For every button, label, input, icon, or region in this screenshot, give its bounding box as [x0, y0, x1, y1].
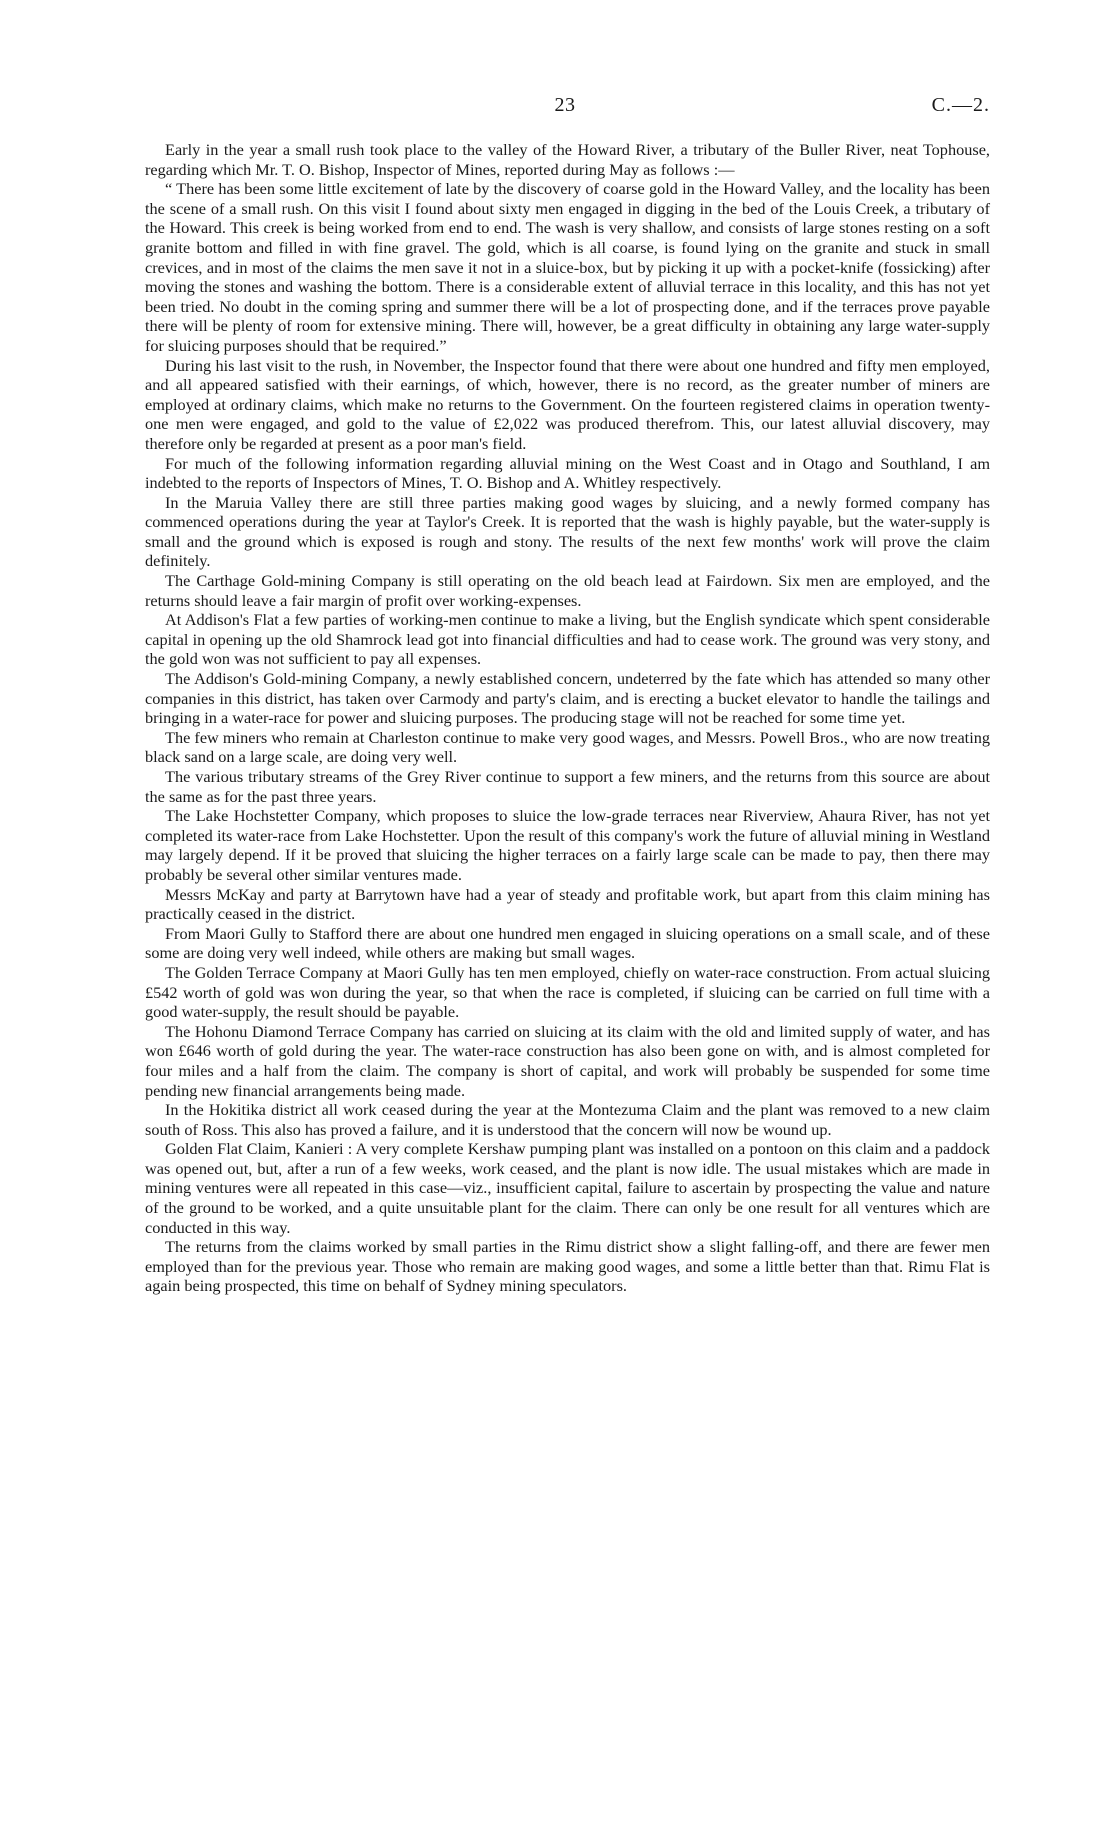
body-text: [145, 140, 990, 1296]
paragraph: In the Hokitika district all work ceased during the year at the Montezuma Claim and the plant was removed to a new claim south of Ross. This also has proved a failure, and it is understood that the concern will now be wound up.: [145, 1100, 990, 1139]
paragraph: The Golden Terrace Company at Maori Gully has ten men employed, chiefly on water-race construction. From actual sluicing £542 worth of gold was won during the year, so that when the race is completed, if sluicing can be carried on full time with a good water-supply, the result should be payable.: [145, 962, 990, 1022]
paragraph: The Carthage Gold-mining Company is still operating on the old beach lead at Fairdown. Six men are employed, and the returns should leave a fair margin of profit over working-expenses.: [145, 571, 990, 610]
paragraph: Early in the year a small rush took place to the valley of the Howard River, a tributary of the Buller River, neat Tophouse, regarding which Mr. T. O. Bishop, Inspector of Mines, reported during May as follows :—: [145, 140, 990, 179]
paragraph: The various tributary streams of the Grey River continue to support a few miners, and the returns from this source are about the same as for the past three years.: [145, 767, 990, 806]
paragraph: From Maori Gully to Stafford there are about one hundred men engaged in sluicing operations on a small scale, and of these some are doing very well indeed, while others are making but small wages.: [145, 923, 990, 963]
page-number: 23: [554, 94, 576, 116]
paragraph: The Lake Hochstetter Company, which proposes to sluice the low-grade terraces near Riverview, Ahaura River, has not yet completed its water-race from Lake Hochstetter. Upon the result of this company's work the future of alluvial mining in Westland may largely depend. If it be proved that sluicing the higher terraces on a fairly large scale can be made to pay, then there may probably be several other similar ventures made.: [145, 806, 990, 884]
paragraph: At Addison's Flat a few parties of working-men continue to make a living, but the English syndicate which spent considerable capital in opening up the old Shamrock lead got into financial difficulties and had to cease work. The ground was very stony, and the gold won was not sufficient to pay all expenses.: [145, 610, 990, 669]
paragraph: “ There has been some little excitement of late by the discovery of coarse gold in the Howard Valley, and the locality has been the scene of a small rush. On this visit I found about sixty men engaged in digging in the bed of the Louis Creek, a tributary of the Howard. This creek is being worked from end to end. The wash is very shallow, and consists of large stones resting on a soft granite bottom and filled in with fine gravel. The gold, which is all coarse, is found lying on the granite and stuck in small crevices, and in most of the claims the men save it not in a sluice-box, but by picking it up with a pocket-knife (fossicking) after moving the stones and washing the bottom. There is a considerable extent of alluvial terrace in this locality, and this has not yet been tried. No doubt in the coming spring and summer there will be a lot of prospecting done, and if the terraces prove payable there will be plenty of room for extensive mining. There will, however, be a great difficulty in obtaining any large water-supply for sluicing purposes should that be required.”: [145, 179, 990, 355]
paragraph: For much of the following information regarding alluvial mining on the West Coast and in Otago and Southland, I am indebted to the reports of Inspectors of Mines, T. O. Bishop and A. Whitley respectively.: [145, 453, 990, 493]
paragraph: In the Maruia Valley there are still three parties making good wages by sluicing, and a newly formed company has commenced operations during the year at Taylor's Creek. It is reported that the wash is highly payable, but the water-supply is small and the ground which is exposed is rough and stony. The results of the next few months' work will prove the claim definitely.: [145, 492, 990, 571]
paragraph: The Hohonu Diamond Terrace Company has carried on sluicing at its claim with the old and limited supply of water, and has won £646 worth of gold during the year. The water-race construction has also been gone on with, and is almost completed for four miles and a half from the claim. The company is short of capital, and work will probably be suspended for some time pending new financial arrangements being made.: [145, 1021, 990, 1100]
paragraph: During his last visit to the rush, in November, the Inspector found that there were about one hundred and fifty men employed, and all appeared satisfied with their earnings, of which, however, there is no record, as the greater number of miners are employed at ordinary claims, which make no returns to the Government. On the fourteen registered claims in operation twenty-one men were engaged, and gold to the value of £2,022 was produced therefrom. This, our latest alluvial discovery, may therefore only be regarded at present as a poor man's field.: [145, 355, 990, 453]
page-header: [140, 94, 990, 122]
paragraph: Messrs McKay and party at Barrytown have had a year of steady and profitable work, but apart from this claim mining has practically ceased in the district.: [145, 884, 990, 924]
paragraph: Golden Flat Claim, Kanieri : A very complete Kershaw pumping plant was installed on a pontoon on this claim and a paddock was opened out, but, after a run of a few weeks, work ceased, and the plant is now idle. The usual mistakes which are made in mining ventures were all repeated in this case—viz., insufficient capital, failure to ascertain by prospecting the value and nature of the ground to be worked, and a quite unsuitable plant for the claim. There can only be one result for all ventures which are conducted in this way.: [145, 1139, 990, 1237]
document-reference: C.—2.: [931, 94, 990, 116]
paragraph: The few miners who remain at Charleston continue to make very good wages, and Messrs. Powell Bros., who are now treating black sand on a large scale, are doing very well.: [145, 727, 990, 767]
paragraph: The Addison's Gold-mining Company, a newly established concern, undeterred by the fate which has attended so many other companies in this district, has taken over Carmody and party's claim, and is erecting a bucket elevator to handle the tailings and bringing in a water-race for power and sluicing purposes. The producing stage will not be reached for some time yet.: [145, 669, 990, 728]
paragraph: The returns from the claims worked by small parties in the Rimu district show a slight falling-off, and there are fewer men employed than for the previous year. Those who remain are making good wages, and some a little better than that. Rimu Flat is again being prospected, this time on behalf of Sydney mining speculators.: [145, 1237, 990, 1296]
